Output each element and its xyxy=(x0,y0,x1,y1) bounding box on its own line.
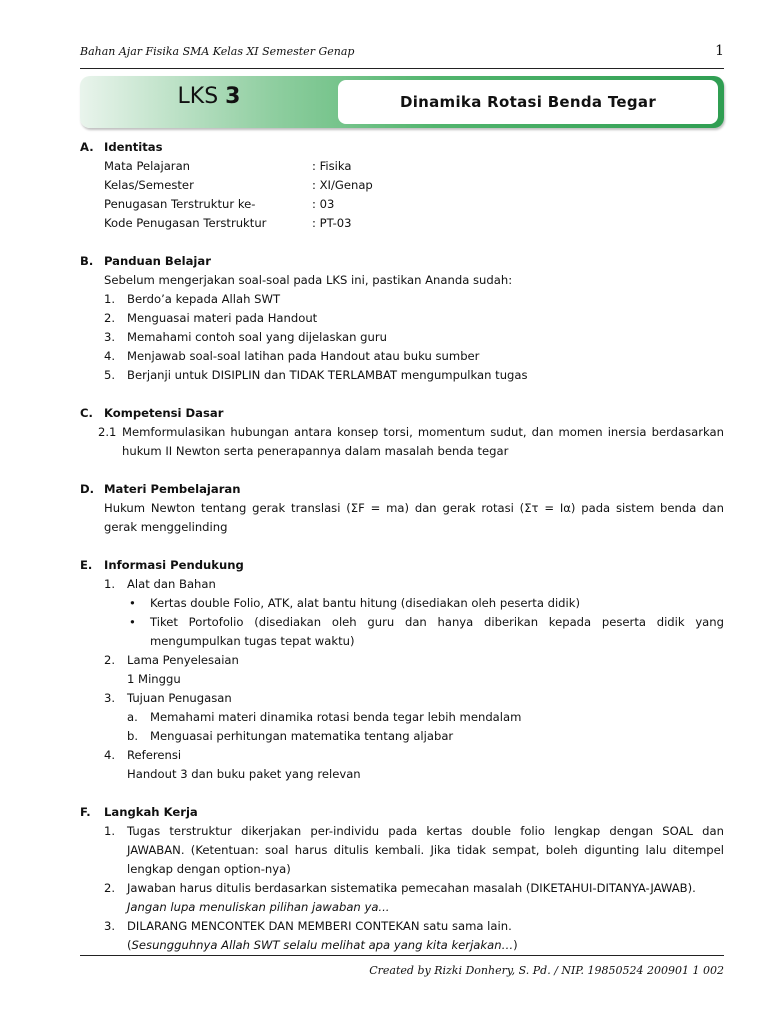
competency-number: 2.1 xyxy=(98,425,117,439)
list-item xyxy=(80,879,724,917)
list-number: 5. xyxy=(104,368,116,382)
list-item xyxy=(80,651,724,670)
list-item xyxy=(80,822,724,879)
title-banner xyxy=(80,76,724,128)
bullet-item xyxy=(80,613,724,651)
list-item xyxy=(80,575,724,594)
list-number: 3. xyxy=(104,330,116,344)
bullet-text: Tiket Portofolio (disediakan oleh guru dan hanya diberikan kepada peserta didik yang mengumpulkan tugas tepat waktu) xyxy=(150,615,724,648)
list-item xyxy=(80,309,724,328)
list-text: Berjanji untuk DISIPLIN dan TIDAK TERLAMBAT mengumpulkan tugas xyxy=(127,368,528,382)
section-langkah-kerja xyxy=(80,803,724,955)
identity-key: Kode Penugasan Terstruktur xyxy=(104,216,267,230)
section-letter: B. xyxy=(80,254,94,268)
list-text: Tujuan Penugasan xyxy=(127,691,232,705)
list-text: Menjawab soal-soal latihan pada Handout atau buku sumber xyxy=(127,349,480,363)
page-footer xyxy=(80,955,724,977)
page-number: 1 xyxy=(715,43,724,59)
list-number: 2. xyxy=(104,311,116,325)
identity-value: : 03 xyxy=(312,197,335,211)
list-text: Alat dan Bahan xyxy=(127,577,216,591)
list-text: Lama Penyelesaian xyxy=(127,653,239,667)
bullet-dot-icon: • xyxy=(129,596,136,610)
lks-number: 3 xyxy=(225,84,241,109)
list-number: 4. xyxy=(104,748,116,762)
list-number: 2. xyxy=(104,653,116,667)
section-materi-pembelajaran xyxy=(80,480,724,537)
identity-row xyxy=(80,214,724,233)
document-title: Dinamika Rotasi Benda Tegar xyxy=(399,93,657,111)
list-note: Sesungguhnya Allah SWT selalu melihat apa yang kita kerjakan… xyxy=(131,938,514,952)
list-item xyxy=(80,366,724,385)
materi-text: Hukum Newton tentang gerak translasi (ΣF = ma) dan gerak rotasi (Στ = Iα) pada sistem benda dan gerak menggelinding xyxy=(104,501,724,534)
section-title: Materi Pembelajaran xyxy=(104,482,241,496)
competency-item xyxy=(80,423,724,461)
list-text: DILARANG MENCONTEK DAN MEMBERI CONTEKAN satu sama lain. xyxy=(127,919,512,933)
paren-open: ( xyxy=(127,938,132,952)
section-title: Identitas xyxy=(104,140,163,154)
identity-row xyxy=(80,195,724,214)
section-letter: A. xyxy=(80,140,94,154)
section-title: Informasi Pendukung xyxy=(104,558,244,572)
bullet-item xyxy=(80,594,724,613)
list-text: Jawaban harus ditulis berdasarkan sistematika pemecahan masalah (DIKETAHUI-DITANYA-JAWAB). xyxy=(127,881,696,895)
section-letter: C. xyxy=(80,406,93,420)
list-number: 2. xyxy=(104,881,116,895)
section-title: Kompetensi Dasar xyxy=(104,406,224,420)
sub-list-item xyxy=(80,708,724,727)
section-letter: D. xyxy=(80,482,95,496)
section-letter: E. xyxy=(80,558,93,572)
identity-key: Mata Pelajaran xyxy=(104,159,191,173)
competency-text: Memformulasikan hubungan antara konsep torsi, momentum sudut, dan momen inersia berdasarkan hukum II Newton serta penerapannya dalam masalah benda tegar xyxy=(122,425,724,458)
list-number: 1. xyxy=(104,292,116,306)
section-informasi-pendukung xyxy=(80,556,724,784)
document-body xyxy=(80,138,724,955)
list-subtext: Handout 3 dan buku paket yang relevan xyxy=(127,767,361,781)
list-item xyxy=(80,689,724,708)
list-note: Jangan lupa menuliskan pilihan jawaban ya... xyxy=(127,900,390,914)
lks-label xyxy=(80,84,338,109)
paren-close: ) xyxy=(513,938,518,952)
lks-word: LKS xyxy=(177,84,219,109)
sub-list-text: Memahami materi dinamika rotasi benda tegar lebih mendalam xyxy=(150,710,522,724)
identity-key: Kelas/Semester xyxy=(104,178,194,192)
list-number: 1. xyxy=(104,824,116,838)
section-intro: Sebelum mengerjakan soal-soal pada LKS ini, pastikan Ananda sudah: xyxy=(104,273,513,287)
section-kompetensi-dasar xyxy=(80,404,724,461)
list-text: Tugas terstruktur dikerjakan per-individu pada kertas double folio lengkap dengan SOAL dan JAWABAN. (Ketentuan: soal harus ditulis kembali. Jika tidak sempat, boleh digunting lalu ditempel lengkap dengan option-nya) xyxy=(127,824,724,876)
list-subtext: 1 Minggu xyxy=(127,672,181,686)
page-header xyxy=(80,44,724,69)
identity-value: : PT-03 xyxy=(312,216,352,230)
identity-key: Penugasan Terstruktur ke- xyxy=(104,197,256,211)
list-item xyxy=(80,917,724,955)
identity-row xyxy=(80,157,724,176)
list-number: 3. xyxy=(104,691,116,705)
list-item xyxy=(80,328,724,347)
section-title: Panduan Belajar xyxy=(104,254,211,268)
section-identitas xyxy=(80,138,724,233)
list-number: 1. xyxy=(104,577,116,591)
identity-row xyxy=(80,176,724,195)
sub-list-text: Menguasai perhitungan matematika tentang aljabar xyxy=(150,729,454,743)
identity-value: : Fisika xyxy=(312,159,352,173)
title-box xyxy=(338,80,718,124)
list-text: Menguasai materi pada Handout xyxy=(127,311,318,325)
list-text: Memahami contoh soal yang dijelaskan guru xyxy=(127,330,387,344)
header-title: Bahan Ajar Fisika SMA Kelas XI Semester Genap xyxy=(80,45,355,58)
list-item xyxy=(80,290,724,309)
bullet-dot-icon: • xyxy=(129,615,136,629)
section-panduan-belajar xyxy=(80,252,724,385)
footer-credit: Created by Rizki Donhery, S. Pd. / NIP. 19850524 200901 1 002 xyxy=(369,964,724,977)
list-text: Berdo’a kepada Allah SWT xyxy=(127,292,281,306)
sub-list-letter: a. xyxy=(127,710,138,724)
sub-list-letter: b. xyxy=(127,729,139,743)
list-item xyxy=(80,746,724,765)
list-text: Referensi xyxy=(127,748,182,762)
list-item xyxy=(80,347,724,366)
sub-list-item xyxy=(80,727,724,746)
bullet-text: Kertas double Folio, ATK, alat bantu hitung (disediakan oleh peserta didik) xyxy=(150,596,581,610)
section-letter: F. xyxy=(80,805,91,819)
section-title: Langkah Kerja xyxy=(104,805,198,819)
identity-value: : XI/Genap xyxy=(312,178,373,192)
list-number: 4. xyxy=(104,349,116,363)
list-number: 3. xyxy=(104,919,116,933)
